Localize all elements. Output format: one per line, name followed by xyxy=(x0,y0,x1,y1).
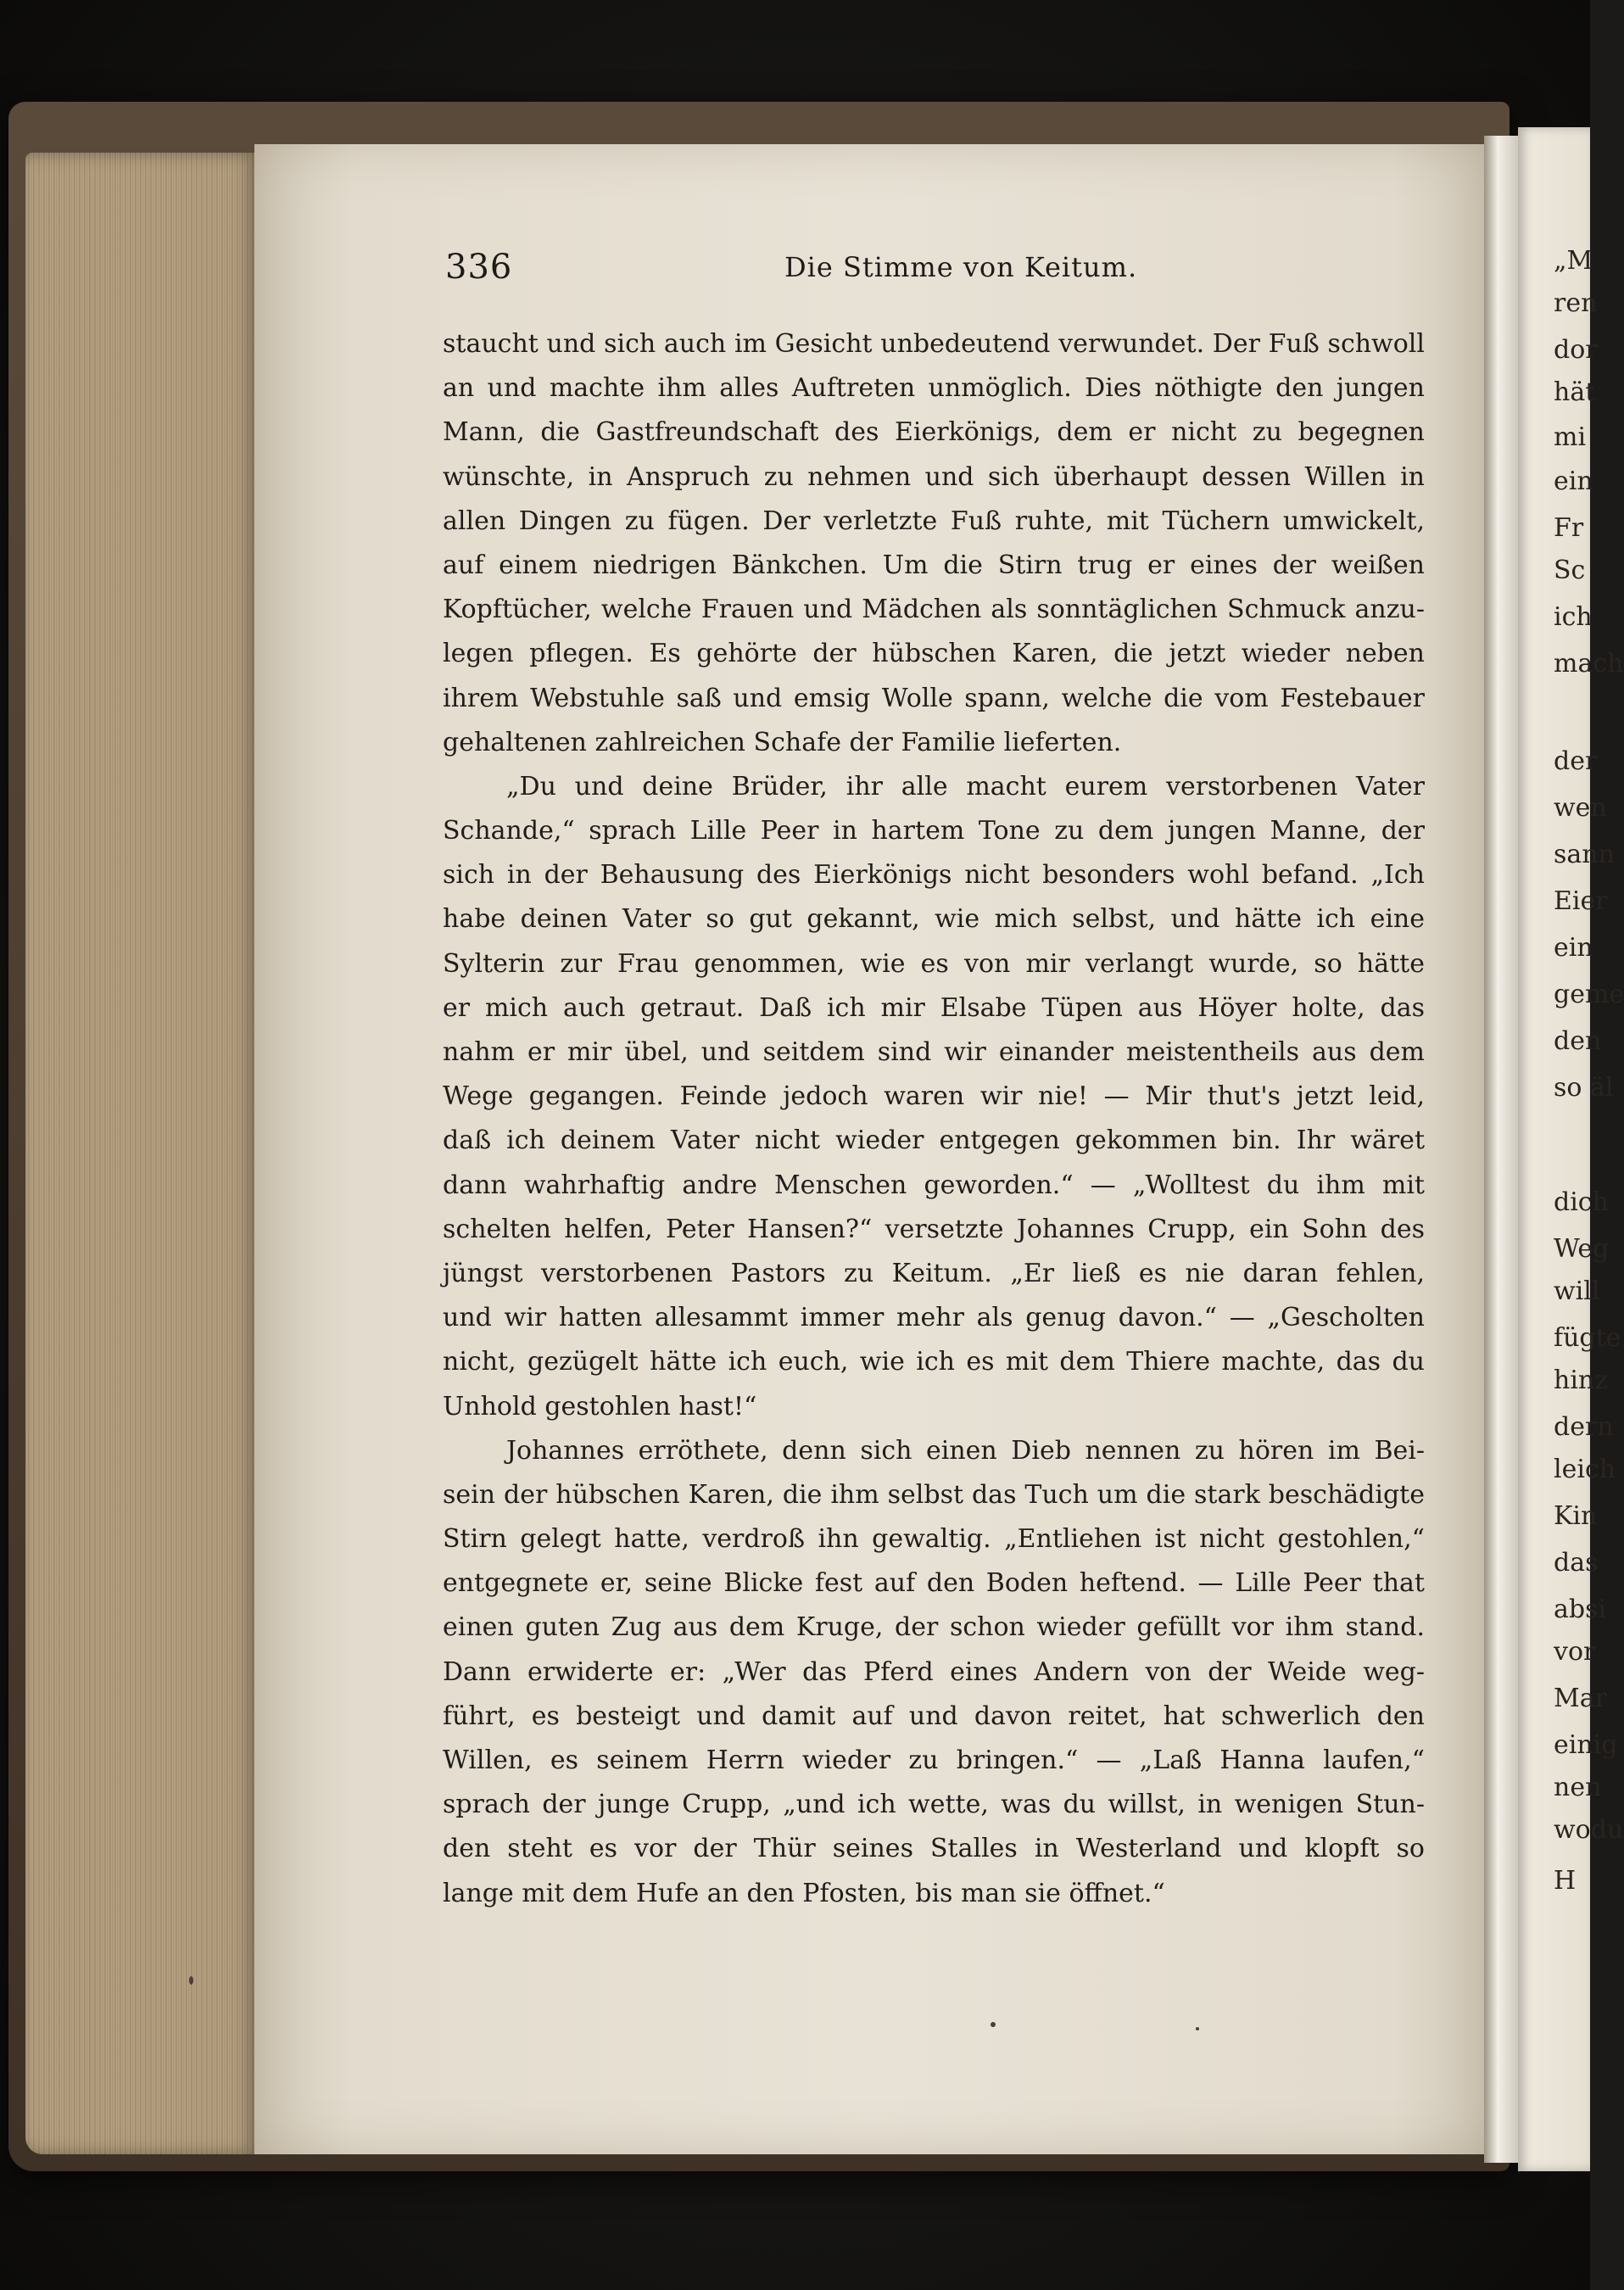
text-line: entgegnete er, seine Blicke fest auf den Boden heftend. — Lille Peer that xyxy=(443,1568,1425,1599)
facing-page-text: „M xyxy=(1554,246,1593,276)
text-line: Kopftücher, welche Frauen und Mädchen als sonntäglichen Schmuck anzu- xyxy=(443,595,1425,625)
text-line: legen pflegen. Es gehörte der hübschen Karen, die jetzt wieder neben xyxy=(443,639,1425,669)
text-line: Schande,“ sprach Lille Peer in hartem Tone zu dem jungen Manne, der xyxy=(443,816,1425,846)
text-line: den steht es vor der Thür seines Stalles in Westerland und klopft so xyxy=(443,1834,1425,1864)
text-line: an und machte ihm alles Auftreten unmöglich. Dies nöthigte den jungen xyxy=(443,373,1425,404)
facing-page-text: nen xyxy=(1554,1773,1602,1802)
text-line: wünschte, in Anspruch zu nehmen und sich überhaupt dessen Willen in xyxy=(443,461,1425,492)
text-line: Willen, es seinem Herrn wieder zu bringen.“ — „Laß Hanna laufen,“ xyxy=(443,1745,1425,1775)
text-line: Johannes erröthete, denn sich einen Dieb nennen zu hören im Bei- xyxy=(506,1435,1425,1466)
facing-page-text: das xyxy=(1554,1548,1599,1578)
book-gutter xyxy=(1484,136,1518,2163)
running-title: Die Stimme von Keitum. xyxy=(784,251,1138,283)
text-line: Dann erwiderte er: „Wer das Pferd eines Andern von der Weide weg- xyxy=(443,1656,1425,1687)
facing-page-text: mi xyxy=(1554,422,1587,452)
text-line: nicht, gezügelt hätte ich euch, wie ich es mit dem Thiere machte, das du xyxy=(443,1347,1425,1377)
text-line: „Du und deine Brüder, ihr alle macht eurem verstorbenen Vater xyxy=(506,771,1425,802)
facing-page-text: Mar xyxy=(1554,1684,1607,1713)
text-line: nahm er mir übel, und seitdem sind wir einander meistentheils aus dem xyxy=(443,1037,1425,1067)
page-edges xyxy=(25,153,259,2154)
body-text xyxy=(443,322,1425,1916)
facing-page-text: der xyxy=(1554,746,1598,776)
facing-page-text: dor xyxy=(1554,335,1598,365)
facing-page-text: will xyxy=(1554,1276,1600,1306)
facing-page-text: ren xyxy=(1554,288,1598,318)
text-line: lange mit dem Hufe an den Pfosten, bis man sie öffnet.“ xyxy=(443,1878,1165,1908)
facing-page-text: ein xyxy=(1554,466,1593,496)
facing-page-fragment xyxy=(1518,127,1624,2171)
text-line: jüngst verstorbenen Pastors zu Keitum. „Er ließ es nie daran fehlen, xyxy=(443,1258,1425,1288)
text-line: allen Dingen zu fügen. Der verletzte Fuß ruhte, mit Tüchern umwickelt, xyxy=(443,505,1425,536)
text-line: daß ich deinem Vater nicht wieder entgegen gekommen bin. Ihr wäret xyxy=(443,1125,1425,1156)
facing-page-text: leich xyxy=(1554,1455,1616,1484)
text-line: sich in der Behausung des Eierkönigs nicht besonders wohl befand. „Ich xyxy=(443,860,1425,891)
facing-page-text: ein xyxy=(1554,933,1593,963)
text-line: ihrem Webstuhle saß und emsig Wolle spann, welche die vom Festebauer xyxy=(443,683,1425,713)
page-number: 336 xyxy=(445,248,513,287)
facing-page-text: hät xyxy=(1554,377,1596,407)
facing-page-text: wen xyxy=(1554,793,1607,823)
text-line: sein der hübschen Karen, die ihm selbst das Tuch um die stark beschädigte xyxy=(443,1479,1425,1510)
page-spot xyxy=(991,2022,996,2027)
page-header xyxy=(445,248,1422,290)
facing-page-text: dich xyxy=(1554,1187,1609,1217)
facing-page-text: vor xyxy=(1554,1637,1596,1667)
text-line: Mann, die Gastfreundschaft des Eierkönigs, dem er nicht zu begegnen xyxy=(443,417,1425,448)
facing-page-text: geme xyxy=(1554,980,1624,1009)
facing-page-text: Fr xyxy=(1554,513,1584,543)
facing-page-text: sann xyxy=(1554,840,1615,869)
text-line: habe deinen Vater so gut gekannt, wie mich selbst, und hätte ich eine xyxy=(443,904,1425,935)
facing-page-text: Eier xyxy=(1554,886,1608,916)
text-line: führt, es besteigt und damit auf und davon reitet, hat schwerlich den xyxy=(443,1701,1425,1731)
facing-page-text: hinz xyxy=(1554,1366,1609,1395)
page-spot xyxy=(189,1976,193,1985)
text-line: einen guten Zug aus dem Kruge, der schon wieder gefüllt vor ihm stand. xyxy=(443,1612,1425,1643)
facing-page-text: Sc xyxy=(1554,556,1586,585)
text-line: sprach der junge Crupp, „und ich wette, was du willst, in wenigen Stun- xyxy=(443,1790,1425,1820)
facing-page-text: so äl xyxy=(1554,1073,1614,1103)
text-line: gehaltenen zahlreichen Schafe der Familie lieferten. xyxy=(443,727,1122,757)
facing-page-text: mach xyxy=(1554,649,1624,679)
facing-page-text: einig xyxy=(1554,1730,1618,1760)
text-line: Wege gegangen. Feinde jedoch waren wir nie! — Mir thut's jetzt leid, xyxy=(443,1081,1425,1112)
facing-page-text: fügte xyxy=(1554,1323,1621,1353)
facing-page-text: dern xyxy=(1554,1412,1614,1442)
text-line: Unhold gestohlen hast!“ xyxy=(443,1391,757,1421)
facing-page-text: den xyxy=(1554,1026,1602,1056)
facing-page-text: H xyxy=(1554,1866,1577,1896)
facing-page-text: Weg xyxy=(1554,1234,1610,1264)
page-spot xyxy=(1196,2027,1199,2030)
facing-page-text: absi xyxy=(1554,1595,1607,1624)
text-line: dann wahrhaftig andre Menschen geworden.“ — „Wolltest du ihm mit xyxy=(443,1170,1425,1200)
text-line: Stirn gelegt hatte, verdroß ihn gewaltig. „Entliehen ist nicht gestohlen,“ xyxy=(443,1524,1425,1555)
facing-page-text: wodu xyxy=(1554,1815,1624,1845)
text-line: und wir hatten allesammt immer mehr als genug davon.“ — „Gescholten xyxy=(443,1303,1425,1333)
text-line: er mich auch getraut. Daß ich mir Elsabe Tüpen aus Höyer holte, das xyxy=(443,992,1425,1023)
text-line: Sylterin zur Frau genommen, wie es von mir verlangt wurde, so hätte xyxy=(443,948,1425,979)
facing-page-text: ich xyxy=(1554,602,1593,632)
text-line: staucht und sich auch im Gesicht unbedeutend verwundet. Der Fuß schwoll xyxy=(443,329,1425,359)
facing-page-text: Kin xyxy=(1554,1501,1598,1531)
text-line: schelten helfen, Peter Hansen?“ versetzte Johannes Crupp, ein Sohn des xyxy=(443,1214,1425,1244)
text-line: auf einem niedrigen Bänkchen. Um die Stirn trug er eines der weißen xyxy=(443,550,1425,580)
